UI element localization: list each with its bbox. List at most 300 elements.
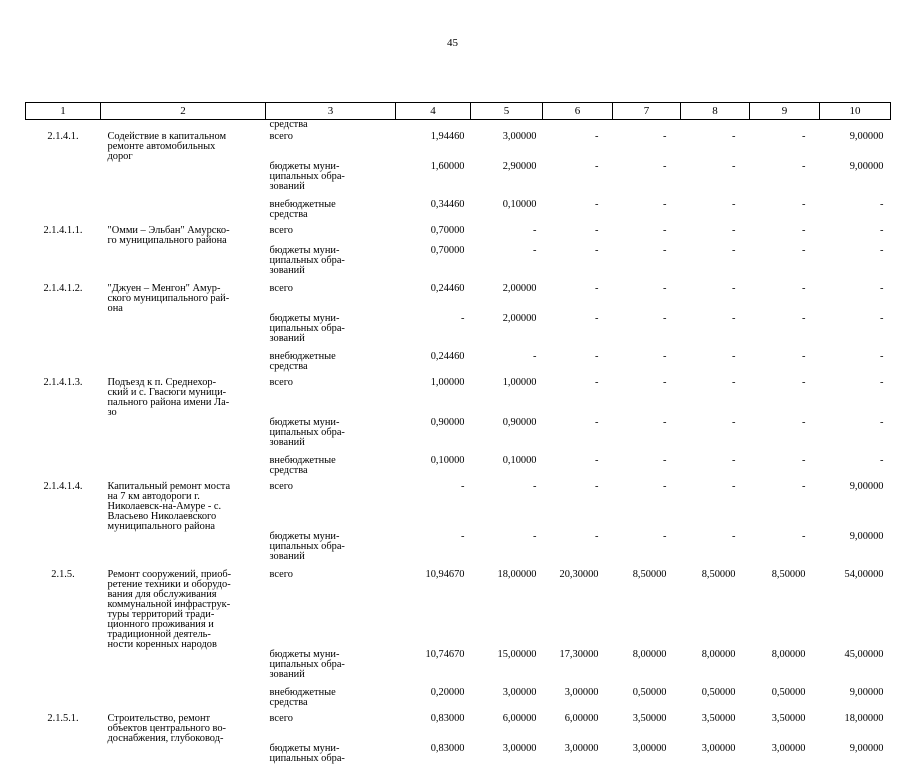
row-value-col-5	[471, 714, 543, 744]
row-value-col-4	[396, 570, 471, 650]
header-col-3: 3	[266, 103, 396, 120]
row-value-col-9-text: -	[802, 454, 806, 466]
row-value-col-8	[681, 744, 750, 770]
row-value-col-8-text: -	[732, 376, 736, 388]
row-value-col-10	[820, 456, 891, 482]
row-value-col-4	[396, 418, 471, 456]
row-value-col-5	[471, 314, 543, 352]
row-value-col-8-text: -	[732, 312, 736, 324]
row-value-col-6	[543, 482, 613, 532]
row-value-col-8	[681, 688, 750, 714]
row-value-col-9	[750, 456, 820, 482]
table-row	[26, 482, 891, 532]
row-code	[26, 132, 101, 162]
row-value-col-7-text: -	[663, 376, 667, 388]
row-value-col-5-text: -	[533, 350, 537, 362]
row-value-col-5	[471, 650, 543, 688]
row-value-col-9	[750, 200, 820, 226]
row-value-col-7-text: -	[663, 224, 667, 236]
row-value-col-8-text: -	[732, 350, 736, 362]
row-value-col-6	[543, 714, 613, 744]
row-value-col-10-text: 9,00000	[849, 686, 884, 698]
row-funding-source	[266, 418, 396, 456]
row-value-col-6-text: -	[595, 530, 599, 542]
row-value-col-9-text: 3,00000	[771, 742, 806, 754]
row-funding-source-text: всего	[269, 712, 293, 724]
row-value-col-7	[613, 162, 681, 200]
row-funding-source-text: всего	[269, 480, 293, 492]
row-code	[26, 650, 101, 688]
row-value-col-6-text: -	[595, 350, 599, 362]
budget-table-container	[25, 102, 884, 770]
row-code	[26, 226, 101, 246]
row-value-col-9-text: -	[802, 530, 806, 542]
header-col-1: 1	[26, 103, 101, 120]
row-value-col-6-text: -	[595, 130, 599, 142]
row-value-col-4-text: 0,90000	[430, 416, 465, 428]
table-row	[26, 314, 891, 352]
row-value-col-5	[471, 418, 543, 456]
row-value-col-10	[820, 120, 891, 132]
row-funding-source	[266, 352, 396, 378]
row-value-col-5-text: -	[533, 530, 537, 542]
row-name	[101, 744, 266, 770]
row-name	[101, 688, 266, 714]
row-value-col-9-text: -	[802, 224, 806, 236]
row-value-col-9-text: -	[802, 130, 806, 142]
row-value-col-10	[820, 352, 891, 378]
row-value-col-4	[396, 314, 471, 352]
row-value-col-4-text: -	[461, 312, 465, 324]
row-value-col-8-text: -	[732, 160, 736, 172]
table-row	[26, 744, 891, 770]
row-value-col-5	[471, 284, 543, 314]
table-row	[26, 688, 891, 714]
row-name-text: Строительство, ремонт объектов центрального во- доснабжения, глубоковод-	[107, 712, 226, 744]
row-value-col-8-text: -	[732, 224, 736, 236]
row-value-col-7-text: -	[663, 530, 667, 542]
row-value-col-5-text: 2,90000	[502, 160, 537, 172]
row-value-col-8-text: 8,50000	[701, 568, 736, 580]
row-value-col-6	[543, 314, 613, 352]
row-value-col-7-text: -	[663, 454, 667, 466]
row-value-col-8-text: -	[732, 530, 736, 542]
header-col-10: 10	[820, 103, 891, 120]
row-value-col-5	[471, 132, 543, 162]
row-name-text: Капитальный ремонт моста на 7 км автодороги г. Николаевск-на-Амуре - с. Власьево Николаевского муниципального района	[107, 480, 231, 532]
row-name	[101, 456, 266, 482]
row-value-col-5-text: 0,10000	[502, 454, 537, 466]
row-code	[26, 714, 101, 744]
row-code	[26, 688, 101, 714]
row-value-col-6	[543, 120, 613, 132]
row-name	[101, 162, 266, 200]
row-name	[101, 132, 266, 162]
row-value-col-10-text: -	[880, 312, 884, 324]
row-funding-source-text: всего	[269, 376, 293, 388]
row-value-col-9	[750, 570, 820, 650]
row-code	[26, 314, 101, 352]
row-value-col-5	[471, 352, 543, 378]
row-name-text: "Джуен – Менгон" Амур- ского муниципального рай- она	[107, 282, 230, 314]
row-funding-source-text: внебюджетные средства	[269, 454, 336, 476]
row-value-col-6	[543, 418, 613, 456]
row-value-col-10	[820, 246, 891, 284]
row-value-col-10-text: 18,00000	[844, 712, 884, 724]
table-row	[26, 246, 891, 284]
row-value-col-4	[396, 162, 471, 200]
row-value-col-5	[471, 120, 543, 132]
row-value-col-9	[750, 482, 820, 532]
row-funding-source	[266, 120, 396, 132]
row-value-col-8	[681, 200, 750, 226]
row-value-col-6	[543, 200, 613, 226]
row-funding-source-text: средства	[269, 119, 308, 130]
row-value-col-7-text: 3,00000	[632, 742, 667, 754]
row-funding-source-text: бюджеты муни- ципальных обра- зований	[269, 312, 345, 344]
table-row	[26, 120, 891, 132]
row-funding-source	[266, 284, 396, 314]
row-value-col-4	[396, 246, 471, 284]
row-value-col-10	[820, 688, 891, 714]
row-name	[101, 314, 266, 352]
table-row	[26, 284, 891, 314]
row-value-col-9	[750, 120, 820, 132]
row-value-col-6-text: 17,30000	[559, 648, 599, 660]
row-value-col-6-text: 6,00000	[564, 712, 599, 724]
row-value-col-9-text: -	[802, 480, 806, 492]
header-col-5: 5	[471, 103, 543, 120]
row-funding-source	[266, 714, 396, 744]
row-value-col-9	[750, 650, 820, 688]
row-funding-source-text: внебюджетные средства	[269, 686, 336, 708]
row-value-col-7	[613, 532, 681, 570]
row-name	[101, 226, 266, 246]
row-value-col-7-text: -	[663, 312, 667, 324]
row-value-col-9-text: -	[802, 416, 806, 428]
row-value-col-8	[681, 120, 750, 132]
row-value-col-8	[681, 132, 750, 162]
row-value-col-10	[820, 226, 891, 246]
row-value-col-7	[613, 352, 681, 378]
row-value-col-5	[471, 162, 543, 200]
row-value-col-6-text: -	[595, 198, 599, 210]
row-value-col-8-text: -	[732, 282, 736, 294]
row-value-col-7-text: 0,50000	[632, 686, 667, 698]
row-value-col-4-text: 10,74670	[425, 648, 465, 660]
row-value-col-10-text: 9,00000	[849, 160, 884, 172]
row-value-col-6-text: 20,30000	[559, 568, 599, 580]
row-value-col-4	[396, 120, 471, 132]
row-value-col-6-text: -	[595, 312, 599, 324]
row-value-col-4-text: -	[461, 480, 465, 492]
row-value-col-6	[543, 378, 613, 418]
row-value-col-7	[613, 714, 681, 744]
row-value-col-5	[471, 226, 543, 246]
row-funding-source	[266, 132, 396, 162]
row-value-col-6-text: 3,00000	[564, 686, 599, 698]
row-value-col-5	[471, 378, 543, 418]
row-value-col-7	[613, 570, 681, 650]
row-value-col-6-text: -	[595, 244, 599, 256]
row-value-col-6	[543, 246, 613, 284]
row-value-col-7-text: 8,50000	[632, 568, 667, 580]
row-value-col-4	[396, 352, 471, 378]
row-value-col-9	[750, 246, 820, 284]
row-funding-source-text: внебюджетные средства	[269, 198, 336, 220]
row-value-col-10-text: 9,00000	[849, 742, 884, 754]
row-value-col-10	[820, 744, 891, 770]
row-name	[101, 120, 266, 132]
row-value-col-9-text: -	[802, 282, 806, 294]
row-value-col-4	[396, 650, 471, 688]
row-value-col-10-text: -	[880, 416, 884, 428]
row-value-col-10-text: -	[880, 244, 884, 256]
row-value-col-4-text: 0,24460	[430, 282, 465, 294]
row-value-col-9	[750, 378, 820, 418]
row-value-col-10-text: -	[880, 224, 884, 236]
table-row	[26, 378, 891, 418]
row-code	[26, 418, 101, 456]
row-value-col-5-text: -	[533, 244, 537, 256]
row-value-col-4	[396, 714, 471, 744]
row-value-col-7	[613, 120, 681, 132]
row-funding-source	[266, 650, 396, 688]
row-value-col-5-text: 3,00000	[502, 742, 537, 754]
row-value-col-7-text: 3,50000	[632, 712, 667, 724]
row-value-col-9	[750, 744, 820, 770]
row-code-text: 2.1.4.1.	[47, 130, 79, 142]
row-value-col-8-text: -	[732, 416, 736, 428]
row-value-col-4-text: 0,20000	[430, 686, 465, 698]
row-value-col-4	[396, 688, 471, 714]
row-value-col-8	[681, 418, 750, 456]
row-value-col-9	[750, 532, 820, 570]
row-value-col-5-text: 2,00000	[502, 282, 537, 294]
row-value-col-8	[681, 284, 750, 314]
row-value-col-5	[471, 456, 543, 482]
row-funding-source	[266, 744, 396, 770]
row-name-text: "Омми – Эльбан" Амурско- го муниципального района	[107, 224, 230, 246]
row-name	[101, 532, 266, 570]
row-value-col-10	[820, 314, 891, 352]
budget-table	[25, 102, 891, 770]
row-funding-source-text: внебюджетные средства	[269, 350, 336, 372]
row-value-col-4-text: 0,83000	[430, 712, 465, 724]
row-code	[26, 570, 101, 650]
table-row	[26, 456, 891, 482]
row-value-col-8	[681, 246, 750, 284]
row-funding-source-text: бюджеты муни- ципальных обра-	[269, 742, 345, 764]
table-row	[26, 162, 891, 200]
row-funding-source-text: всего	[269, 130, 293, 142]
row-value-col-7-text: -	[663, 350, 667, 362]
row-funding-source	[266, 378, 396, 418]
row-value-col-4-text: -	[461, 530, 465, 542]
row-code	[26, 482, 101, 532]
row-value-col-6	[543, 744, 613, 770]
row-value-col-10-text: 9,00000	[849, 530, 884, 542]
row-value-col-7-text: -	[663, 282, 667, 294]
table-row	[26, 532, 891, 570]
row-value-col-10	[820, 570, 891, 650]
row-value-col-6-text: -	[595, 224, 599, 236]
row-value-col-4-text: 0,34460	[430, 198, 465, 210]
row-funding-source	[266, 314, 396, 352]
table-row	[26, 352, 891, 378]
row-value-col-8	[681, 456, 750, 482]
row-value-col-7	[613, 314, 681, 352]
row-value-col-4-text: 1,94460	[430, 130, 465, 142]
row-value-col-4	[396, 284, 471, 314]
row-value-col-8	[681, 162, 750, 200]
row-value-col-7	[613, 744, 681, 770]
row-funding-source-text: бюджеты муни- ципальных обра- зований	[269, 416, 345, 448]
row-value-col-9	[750, 418, 820, 456]
row-value-col-5	[471, 200, 543, 226]
row-value-col-8	[681, 314, 750, 352]
row-code-text: 2.1.4.1.3.	[43, 376, 83, 388]
row-name	[101, 650, 266, 688]
row-value-col-7	[613, 378, 681, 418]
header-row	[26, 103, 891, 120]
row-value-col-8	[681, 570, 750, 650]
row-value-col-6	[543, 650, 613, 688]
row-value-col-5	[471, 570, 543, 650]
row-value-col-4	[396, 226, 471, 246]
row-value-col-5-text: 2,00000	[502, 312, 537, 324]
page-number: 45	[447, 37, 458, 49]
row-code-text: 2.1.4.1.2.	[43, 282, 83, 294]
row-value-col-4-text: 0,10000	[430, 454, 465, 466]
row-name	[101, 378, 266, 418]
row-value-col-9	[750, 284, 820, 314]
row-value-col-7	[613, 284, 681, 314]
row-value-col-7-text: -	[663, 416, 667, 428]
row-value-col-5-text: 18,00000	[497, 568, 537, 580]
row-value-col-8	[681, 532, 750, 570]
row-value-col-4	[396, 744, 471, 770]
row-code	[26, 162, 101, 200]
row-value-col-6-text: -	[595, 416, 599, 428]
row-value-col-4	[396, 200, 471, 226]
table-row	[26, 650, 891, 688]
row-value-col-10-text: 45,00000	[844, 648, 884, 660]
row-value-col-4-text: 0,24460	[430, 350, 465, 362]
row-name	[101, 482, 266, 532]
row-value-col-8-text: -	[732, 198, 736, 210]
row-funding-source	[266, 226, 396, 246]
row-value-col-6	[543, 532, 613, 570]
row-value-col-6-text: -	[595, 376, 599, 388]
header-col-6: 6	[543, 103, 613, 120]
row-code	[26, 200, 101, 226]
row-value-col-9-text: -	[802, 376, 806, 388]
row-code	[26, 378, 101, 418]
row-code	[26, 120, 101, 132]
table-row	[26, 132, 891, 162]
row-value-col-8	[681, 352, 750, 378]
row-value-col-5-text: 15,00000	[497, 648, 537, 660]
row-value-col-5-text: 0,10000	[502, 198, 537, 210]
row-value-col-10	[820, 418, 891, 456]
row-value-col-4	[396, 132, 471, 162]
header-col-2: 2	[101, 103, 266, 120]
row-value-col-9-text: 8,00000	[771, 648, 806, 660]
row-value-col-6-text: 3,00000	[564, 742, 599, 754]
row-value-col-7-text: -	[663, 244, 667, 256]
row-value-col-10	[820, 532, 891, 570]
row-funding-source-text: всего	[269, 282, 293, 294]
header-col-4: 4	[396, 103, 471, 120]
row-value-col-5	[471, 482, 543, 532]
row-value-col-10-text: 9,00000	[849, 480, 884, 492]
row-value-col-7	[613, 132, 681, 162]
row-value-col-4	[396, 532, 471, 570]
row-value-col-8-text: -	[732, 454, 736, 466]
row-value-col-10	[820, 714, 891, 744]
row-funding-source-text: бюджеты муни- ципальных обра- зований	[269, 244, 345, 276]
row-value-col-9-text: 3,50000	[771, 712, 806, 724]
row-value-col-9-text: -	[802, 350, 806, 362]
row-value-col-7-text: -	[663, 130, 667, 142]
row-funding-source-text: бюджеты муни- ципальных обра- зований	[269, 648, 345, 680]
row-code-text: 2.1.4.1.1.	[43, 224, 83, 236]
row-value-col-5-text: -	[533, 224, 537, 236]
row-value-col-7	[613, 418, 681, 456]
row-value-col-9	[750, 314, 820, 352]
row-value-col-8	[681, 714, 750, 744]
row-value-col-10-text: -	[880, 350, 884, 362]
row-value-col-8-text: 3,00000	[701, 742, 736, 754]
row-value-col-6-text: -	[595, 282, 599, 294]
row-value-col-9-text: -	[802, 160, 806, 172]
row-value-col-9	[750, 226, 820, 246]
row-value-col-8-text: -	[732, 130, 736, 142]
row-value-col-7-text: -	[663, 198, 667, 210]
row-value-col-9	[750, 132, 820, 162]
row-value-col-9	[750, 714, 820, 744]
row-value-col-9-text: -	[802, 244, 806, 256]
row-name-text: Подъезд к п. Среднехор- ский и с. Гвасюги муници- пального района имени Ла- зо	[107, 376, 230, 418]
row-value-col-9-text: 8,50000	[771, 568, 806, 580]
row-value-col-6	[543, 132, 613, 162]
row-value-col-7	[613, 482, 681, 532]
row-name	[101, 570, 266, 650]
header-col-7: 7	[613, 103, 681, 120]
table-row	[26, 226, 891, 246]
row-value-col-10	[820, 132, 891, 162]
row-funding-source	[266, 570, 396, 650]
row-value-col-5	[471, 744, 543, 770]
row-value-col-7-text: 8,00000	[632, 648, 667, 660]
row-name	[101, 284, 266, 314]
row-value-col-4-text: 1,00000	[430, 376, 465, 388]
row-value-col-6	[543, 162, 613, 200]
row-value-col-7	[613, 650, 681, 688]
row-value-col-10-text: -	[880, 376, 884, 388]
row-value-col-10-text: -	[880, 454, 884, 466]
row-value-col-10-text: 54,00000	[844, 568, 884, 580]
row-value-col-10-text: -	[880, 282, 884, 294]
row-value-col-8	[681, 378, 750, 418]
row-value-col-8-text: 3,50000	[701, 712, 736, 724]
header-col-8: 8	[681, 103, 750, 120]
row-value-col-10-text: -	[880, 198, 884, 210]
row-value-col-9-text: -	[802, 312, 806, 324]
row-funding-source-text: всего	[269, 568, 293, 580]
row-value-col-6	[543, 284, 613, 314]
